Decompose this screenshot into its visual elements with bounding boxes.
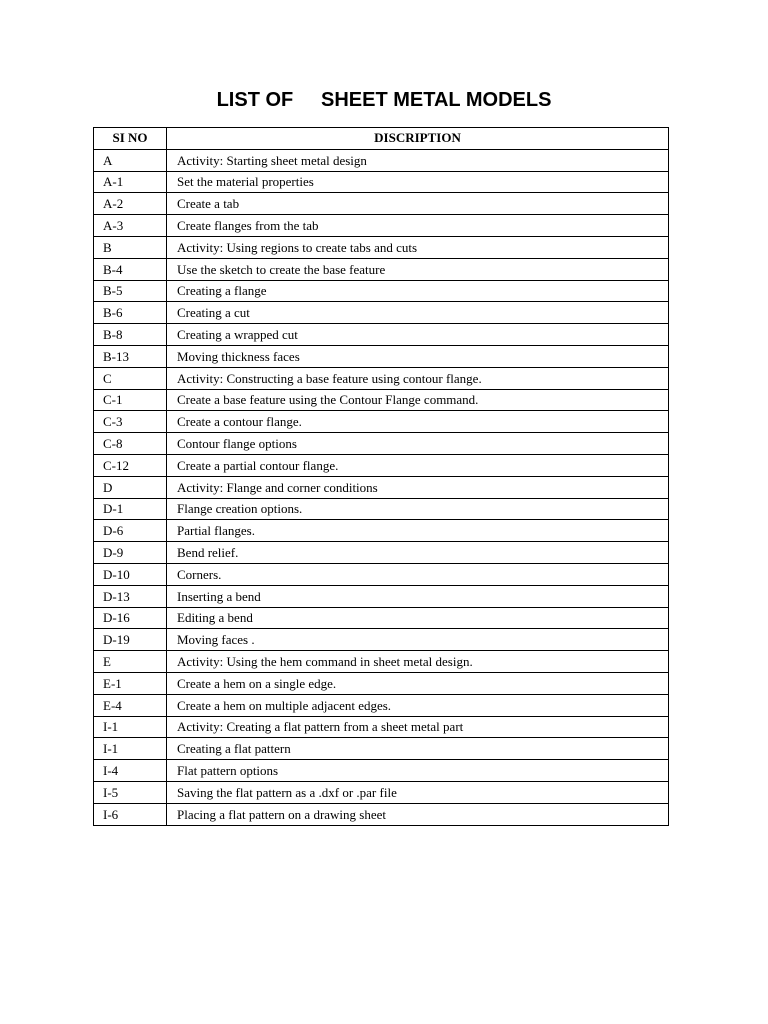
si-no-cell: C-12	[94, 454, 167, 476]
si-no-cell: D	[94, 476, 167, 498]
description-cell: Saving the flat pattern as a .dxf or .par file	[167, 781, 669, 803]
si-no-cell: A-1	[94, 171, 167, 193]
si-no-cell: D-9	[94, 542, 167, 564]
description-cell: Use the sketch to create the base feature	[167, 258, 669, 280]
table-row	[94, 760, 669, 782]
description-cell: Create a tab	[167, 193, 669, 215]
si-no-cell: B-8	[94, 324, 167, 346]
si-no-cell: C-3	[94, 411, 167, 433]
si-no-cell: B-5	[94, 280, 167, 302]
description-cell: Placing a flat pattern on a drawing sheet	[167, 803, 669, 825]
description-cell: Bend relief.	[167, 542, 669, 564]
table-row	[94, 193, 669, 215]
table-row	[94, 389, 669, 411]
description-cell: Set the material properties	[167, 171, 669, 193]
si-no-cell: B-4	[94, 258, 167, 280]
description-cell: Create a hem on a single edge.	[167, 672, 669, 694]
si-no-cell: A-2	[94, 193, 167, 215]
description-cell: Contour flange options	[167, 433, 669, 455]
table-row	[94, 149, 669, 171]
description-cell: Creating a flange	[167, 280, 669, 302]
models-table	[93, 127, 669, 826]
table-row	[94, 433, 669, 455]
si-no-cell: I-1	[94, 716, 167, 738]
table-row	[94, 324, 669, 346]
si-no-cell: A-3	[94, 215, 167, 237]
description-cell: Moving thickness faces	[167, 345, 669, 367]
table-row	[94, 171, 669, 193]
description-cell: Corners.	[167, 563, 669, 585]
description-cell: Create a base feature using the Contour Flange command.	[167, 389, 669, 411]
table-row	[94, 716, 669, 738]
description-cell: Activity: Starting sheet metal design	[167, 149, 669, 171]
description-cell: Creating a wrapped cut	[167, 324, 669, 346]
table-row	[94, 236, 669, 258]
description-cell: Partial flanges.	[167, 520, 669, 542]
si-no-cell: D-10	[94, 563, 167, 585]
table-row	[94, 651, 669, 673]
si-no-cell: D-6	[94, 520, 167, 542]
si-no-cell: I-6	[94, 803, 167, 825]
description-cell: Creating a flat pattern	[167, 738, 669, 760]
description-cell: Activity: Constructing a base feature using contour flange.	[167, 367, 669, 389]
column-header-si-no: SI NO	[94, 128, 167, 150]
si-no-cell: C-8	[94, 433, 167, 455]
table-row	[94, 454, 669, 476]
description-cell: Flange creation options.	[167, 498, 669, 520]
table-row	[94, 302, 669, 324]
table-row	[94, 345, 669, 367]
si-no-cell: D-19	[94, 629, 167, 651]
table-row	[94, 520, 669, 542]
table-row	[94, 672, 669, 694]
si-no-cell: I-5	[94, 781, 167, 803]
si-no-cell: E	[94, 651, 167, 673]
table-row	[94, 694, 669, 716]
table-header-row	[94, 128, 669, 150]
si-no-cell: I-4	[94, 760, 167, 782]
table-row	[94, 498, 669, 520]
table-row	[94, 607, 669, 629]
description-cell: Create a hem on multiple adjacent edges.	[167, 694, 669, 716]
table-row	[94, 476, 669, 498]
description-cell: Inserting a bend	[167, 585, 669, 607]
table-row	[94, 738, 669, 760]
si-no-cell: C	[94, 367, 167, 389]
description-cell: Activity: Flange and corner conditions	[167, 476, 669, 498]
description-cell: Activity: Using the hem command in sheet metal design.	[167, 651, 669, 673]
column-header-description: DISCRIPTION	[167, 128, 669, 150]
description-cell: Create a contour flange.	[167, 411, 669, 433]
si-no-cell: E-1	[94, 672, 167, 694]
description-cell: Create flanges from the tab	[167, 215, 669, 237]
table-row	[94, 258, 669, 280]
si-no-cell: I-1	[94, 738, 167, 760]
description-cell: Flat pattern options	[167, 760, 669, 782]
si-no-cell: B-13	[94, 345, 167, 367]
table-row	[94, 629, 669, 651]
description-cell: Activity: Using regions to create tabs and cuts	[167, 236, 669, 258]
table-row	[94, 781, 669, 803]
table-body	[94, 149, 669, 825]
si-no-cell: B-6	[94, 302, 167, 324]
table-row	[94, 215, 669, 237]
description-cell: Moving faces .	[167, 629, 669, 651]
description-cell: Create a partial contour flange.	[167, 454, 669, 476]
description-cell: Activity: Creating a flat pattern from a sheet metal part	[167, 716, 669, 738]
table-row	[94, 585, 669, 607]
si-no-cell: A	[94, 149, 167, 171]
page-title: LIST OF SHEET METAL MODELS	[216, 89, 552, 111]
si-no-cell: B	[94, 236, 167, 258]
description-cell: Editing a bend	[167, 607, 669, 629]
table-row	[94, 280, 669, 302]
table-row	[94, 542, 669, 564]
table-row	[94, 367, 669, 389]
si-no-cell: E-4	[94, 694, 167, 716]
si-no-cell: D-1	[94, 498, 167, 520]
si-no-cell: D-16	[94, 607, 167, 629]
table-row	[94, 803, 669, 825]
si-no-cell: C-1	[94, 389, 167, 411]
description-cell: Creating a cut	[167, 302, 669, 324]
si-no-cell: D-13	[94, 585, 167, 607]
table-row	[94, 411, 669, 433]
table-row	[94, 563, 669, 585]
